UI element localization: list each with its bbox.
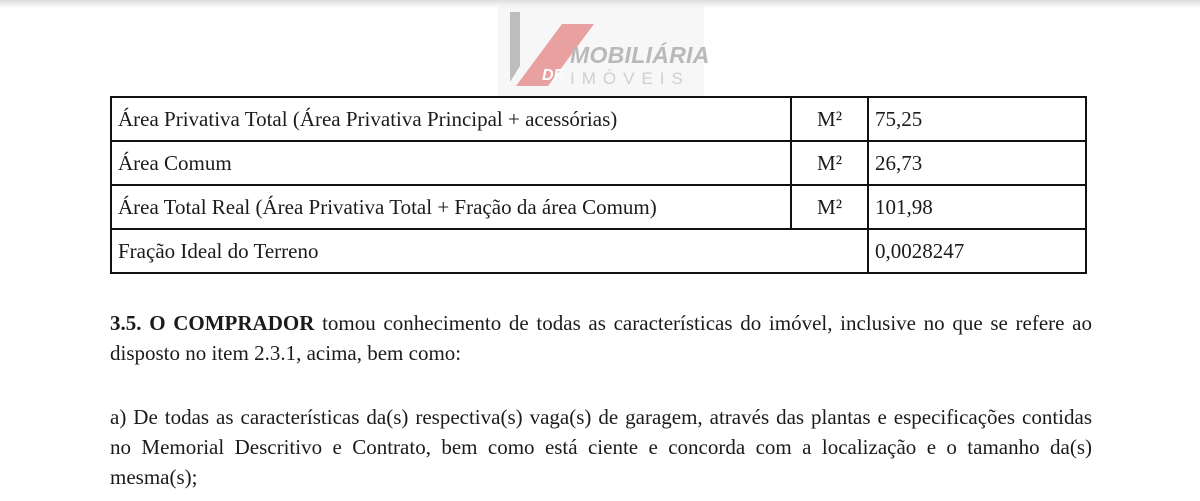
area-table: [110, 96, 1087, 274]
watermark: [498, 6, 710, 98]
row-description: Área Comum: [111, 141, 791, 185]
watermark-brand: MOBILIÁRIA: [570, 42, 710, 68]
row-description: Fração Ideal do Terreno: [111, 229, 868, 273]
table-row: [111, 141, 1086, 185]
clause-number: 3.5.: [110, 311, 142, 335]
table-row: [111, 97, 1086, 141]
clause-subject: O COMPRADOR: [149, 311, 315, 335]
row-value: 26,73: [868, 141, 1086, 185]
row-description: Área Total Real (Área Privativa Total + Fração da área Comum): [111, 185, 791, 229]
row-value: 75,25: [868, 97, 1086, 141]
clause-3-5: [110, 308, 1092, 368]
row-value: 101,98: [868, 185, 1086, 229]
logo-letters: DF: [542, 67, 564, 84]
row-unit: M²: [791, 97, 868, 141]
table-row: [111, 185, 1086, 229]
clause-a: a) De todas as características da(s) respectiva(s) vaga(s) de garagem, através das plantas e especificações contidas no Memorial Descritivo e Contrato, bem como está ciente e concorda com a localização e o tamanho da(s) mesma(s);: [110, 405, 1092, 489]
watermark-subtitle: IMÓVEIS: [570, 69, 690, 88]
clause-text: tomou conhecimento de todas as características do imóvel, inclusive no que se refere ao disposto no item 2.3.1, acima, bem como:: [110, 311, 1093, 365]
row-unit: M²: [791, 185, 868, 229]
table-row: [111, 229, 1086, 273]
row-description: Área Privativa Total (Área Privativa Principal + acessórias): [111, 97, 791, 141]
row-unit: M²: [791, 141, 868, 185]
row-value: 0,0028247: [868, 229, 1086, 273]
